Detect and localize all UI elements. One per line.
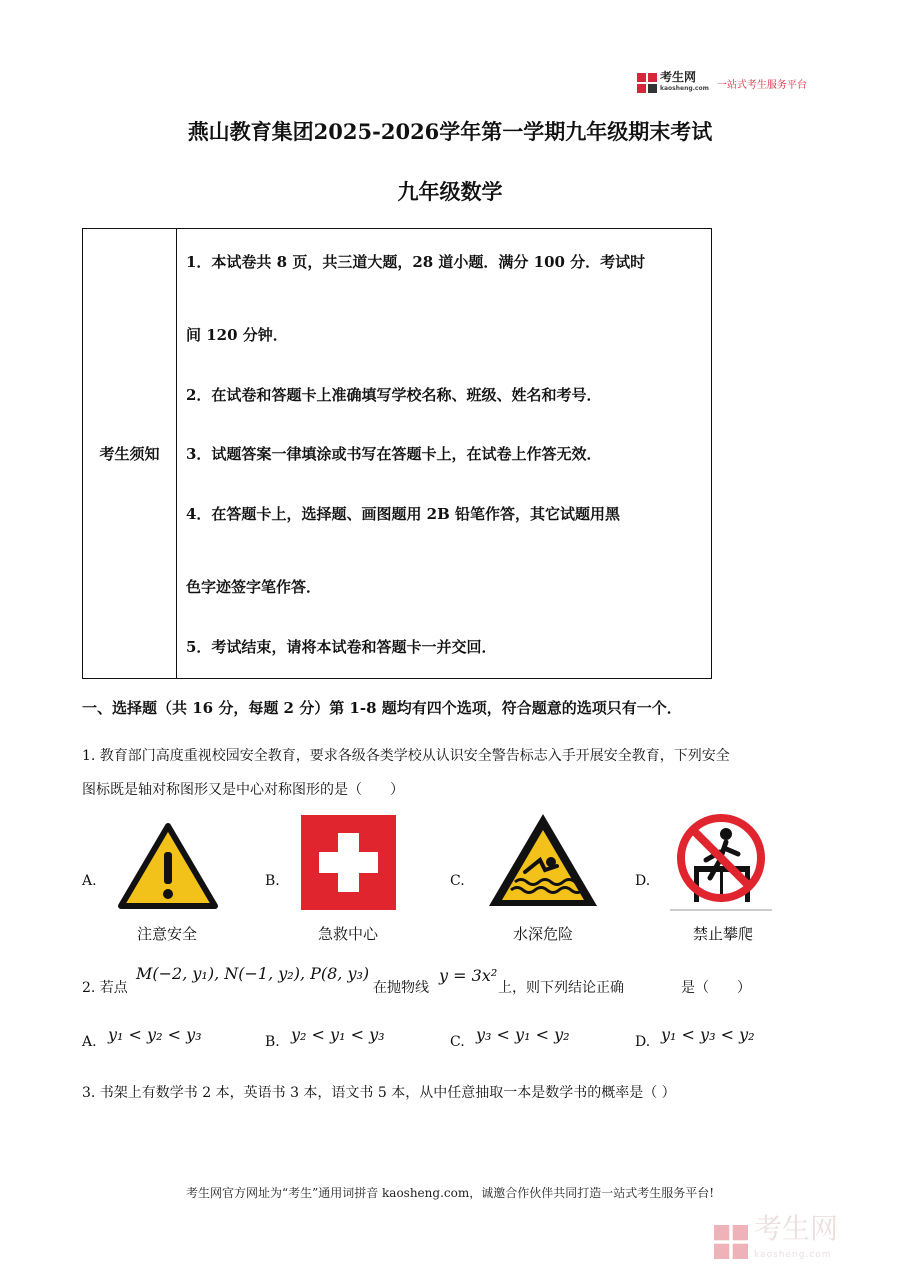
notice-line-1: 1．本试卷共 8 页，共三道大题，28 道小题．满分 100 分．考试时 (186, 253, 646, 271)
q2-option-d-label[interactable]: D. (635, 1034, 651, 1050)
watermark-logo-icon (714, 1225, 748, 1259)
logo-sub: kaosheng.com (660, 85, 709, 92)
q2-prefix: 2. 若点 (82, 980, 128, 996)
q2-option-d-text: y₁ < y₃ < y₂ (661, 1025, 755, 1044)
q2-parabola: y = 3x² (439, 966, 498, 985)
q1-option-b-label[interactable]: B. (265, 873, 280, 889)
notice-line-7: 5．考试结束，请将本试卷和答题卡一并交回． (186, 638, 497, 656)
no-climbing-icon (670, 812, 772, 912)
watermark-sub: kaosheng.com (754, 1250, 832, 1260)
exam-title: 燕山教育集团2025-2026学年第一学期九年级期末考试 (187, 119, 713, 144)
notice-line-3: 2．在试卷和答题卡上准确填写学校名称、班级、姓名和考号． (186, 386, 602, 404)
notice-line-5: 4．在答题卡上，选择题、画图题用 2B 铅笔作答，其它试题用黑 (186, 505, 620, 523)
q3-text: 3. 书架上有数学书 2 本，英语书 3 本，语文书 5 本，从中任意抽取一本是数学书的概率是（ ） (82, 1085, 676, 1101)
logo-slogan: 一站式考生服务平台 (716, 79, 807, 91)
logo-name: 考生网 kaosheng.com (660, 71, 709, 95)
q1-option-b-caption: 急救中心 (317, 925, 378, 943)
notice-line-2: 间 120 分钟． (186, 326, 288, 344)
deep-water-warning-icon (485, 810, 601, 912)
watermark (714, 1212, 884, 1262)
q1-option-d-label[interactable]: D. (635, 873, 651, 889)
q1-option-c-caption: 水深危险 (512, 925, 573, 943)
notice-line-6: 色字迹签字笔作答． (186, 578, 322, 596)
q2-option-a-text: y₁ < y₂ < y₃ (108, 1025, 202, 1044)
q1-option-c-label[interactable]: C. (450, 873, 465, 889)
q1-option-a-label[interactable]: A. (82, 873, 97, 889)
exam-subtitle: 九年级数学 (397, 179, 503, 204)
q1-line-1: 1. 教育部门高度重视校园安全教育，要求各级各类学校从认识安全警告标志入手开展安全教育，下列安全 (82, 748, 730, 764)
q1-option-d-caption: 禁止攀爬 (692, 925, 753, 943)
q2-points: M(−2, y₁), N(−1, y₂), P(8, y₃) (136, 964, 370, 983)
q2-option-c-label[interactable]: C. (450, 1034, 465, 1050)
red-cross-icon (301, 815, 396, 910)
page-footer: 考生网官方网址为“考生”通用词拼音 kaosheng.com，诚邀合作伙伴共同打造一站式考生服务平台! (185, 1186, 715, 1200)
kaosheng-logo-icon (637, 73, 657, 93)
header-logo[interactable] (637, 72, 807, 94)
q2-middle: 在抛物线 (373, 980, 429, 996)
q2-option-a-label[interactable]: A. (82, 1034, 97, 1050)
watermark-text: 考生网 kaosheng.com (754, 1216, 838, 1268)
q2-option-b-text: y₂ < y₁ < y₃ (291, 1025, 385, 1044)
q2-suffix: 上，则下列结论正确 (498, 980, 624, 996)
warning-exclamation-icon (117, 822, 219, 912)
section-heading: 一、选择题（共 16 分，每题 2 分）第 1-8 题均有四个选项，符合题意的选项只有一个． (82, 699, 682, 717)
notice-box (82, 228, 712, 679)
q2-tail: 是（ ） (681, 980, 751, 996)
q1-option-a-caption: 注意安全 (136, 925, 197, 943)
q2-option-c-text: y₃ < y₁ < y₂ (476, 1025, 570, 1044)
notice-line-4: 3．试题答案一律填涂或书写在答题卡上，在试卷上作答无效． (186, 445, 602, 463)
q1-line-2: 图标既是轴对称图形又是中心对称图形的是（ ） (82, 782, 404, 798)
notice-heading: 考生须知 (83, 229, 177, 678)
q2-option-b-label[interactable]: B. (265, 1034, 280, 1050)
